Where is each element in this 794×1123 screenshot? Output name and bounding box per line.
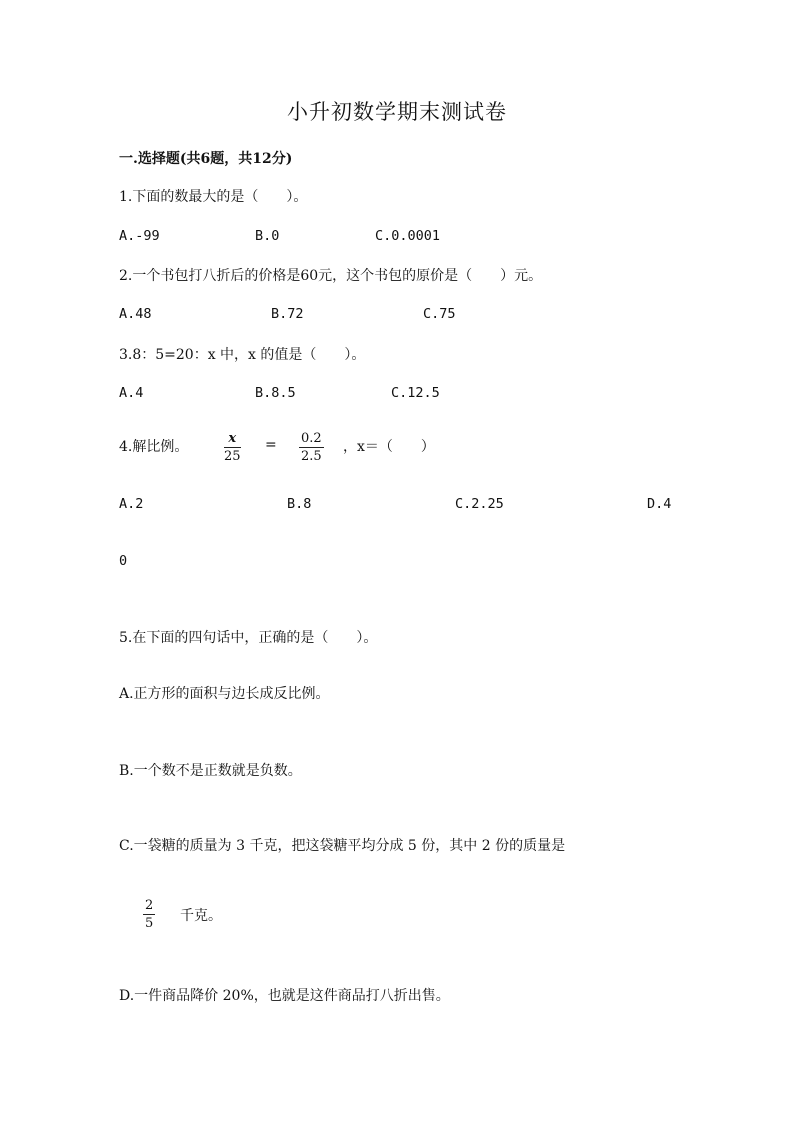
question-5-option-c-suffix: 千克。: [180, 908, 222, 924]
question-4-equals: =: [265, 437, 277, 453]
question-5-option-d: D.一件商品降价 20%，也就是这件商品打八折出售。: [119, 988, 450, 1004]
fraction-denominator: 2.5: [301, 449, 322, 464]
fraction-denominator: 5: [145, 916, 154, 931]
question-4-option-d: D.4: [647, 496, 672, 512]
question-2-option-a: A.48: [119, 306, 152, 322]
question-1-option-a: A.-99: [119, 228, 160, 244]
question-4-fraction-right: [299, 431, 324, 464]
question-4-stem-suffix: ，x＝（ ）: [343, 439, 435, 455]
question-4-fraction-left: [224, 431, 241, 464]
question-4-option-b: B.8: [287, 496, 312, 512]
fraction-numerator: 2: [145, 898, 154, 913]
question-2-option-b: B.72: [271, 306, 304, 322]
question-4-stem-prefix: 4.解比例。: [119, 439, 189, 455]
fraction-denominator: 25: [224, 449, 241, 464]
question-5-option-b: B.一个数不是正数就是负数。: [119, 763, 302, 779]
question-1-stem: 1.下面的数最大的是（ ）。: [119, 189, 308, 205]
question-4-option-d-wrap: 0: [119, 553, 128, 569]
fraction-numerator: 0.2: [301, 431, 322, 446]
question-4-option-a: A.2: [119, 496, 144, 512]
question-2-stem: 2.一个书包打八折后的价格是60元，这个书包的原价是（ ）元。: [119, 268, 543, 284]
question-5-stem: 5.在下面的四句话中，正确的是（ ）。: [119, 630, 378, 646]
question-2-option-c: C.75: [423, 306, 456, 322]
question-3-stem: 3.8：5=20：x 中，x 的值是（ ）。: [119, 347, 366, 363]
question-3-option-a: A.4: [119, 385, 144, 401]
section-heading: 一.选择题(共6题，共12分): [119, 151, 293, 167]
question-1-option-b: B.0: [255, 228, 280, 244]
question-1-option-c: C.0.0001: [375, 228, 441, 244]
question-5-option-c: C.一袋糖的质量为 3 千克，把这袋糖平均分成 5 份，其中 2 份的质量是: [119, 838, 566, 854]
question-3-option-c: C.12.5: [391, 385, 440, 401]
page-title: 小升初数学期末测试卷: [287, 100, 507, 124]
question-5-option-c-fraction: [143, 898, 155, 931]
question-4-option-c: C.2.25: [455, 496, 504, 512]
question-5-option-a: A.正方形的面积与边长成反比例。: [119, 686, 330, 702]
fraction-numerator: x: [228, 431, 237, 446]
question-3-option-b: B.8.5: [255, 385, 296, 401]
